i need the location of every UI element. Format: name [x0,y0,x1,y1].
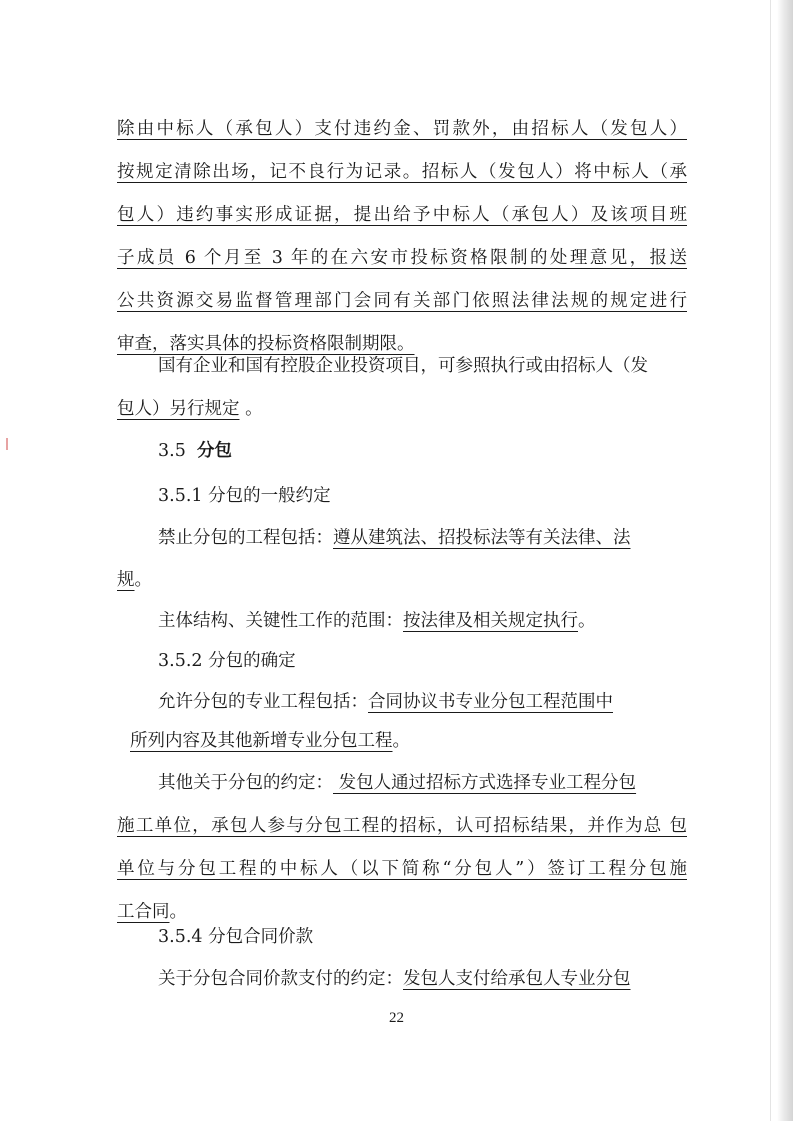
section-heading-3-5: 3.5 分包 [158,441,232,461]
page-number: 22 [389,1010,404,1026]
body-line-5: 公共资源交易监督管理部门会同有关部门依照法律法规的规定进行 [117,291,687,311]
other-subcontract-agreement-line-4: 工合同。 [117,902,187,922]
other-subcontract-agreement-line-1: 其他关于分包的约定： 发包人通过招标方式选择专业工程分包 [158,773,637,793]
prohibited-subcontract-line-2: 规。 [117,570,152,590]
subsection-heading-3-5-1: 3.5.1 分包的一般约定 [158,486,331,506]
key-work-scope-line: 主体结构、关键性工作的范围：按法律及相关规定执行。 [158,611,596,631]
other-subcontract-agreement-line-2: 施工单位，承包人参与分包工程的招标，认可招标结果，并作为总 包 [117,816,687,836]
scan-fold-line [770,0,771,1121]
body-line-1: 除由中标人（承包人）支付违约金、罚款外，由招标人（发包人） [117,119,687,139]
subcontract-payment-line: 关于分包合同价款支付的约定：发包人支付给承包人专业分包 [158,969,631,989]
other-subcontract-agreement-line-3: 单位与分包工程的中标人（以下简称“分包人”）签订工程分包施 [117,859,687,879]
body-line-6: 审查，落实具体的投标资格限制期限。 [117,334,415,354]
prohibited-subcontract-line-1: 禁止分包的工程包括：遵从建筑法、招投标法等有关法律、法 [158,528,631,548]
scan-page-edge [777,0,793,1121]
subsection-heading-3-5-4: 3.5.4 分包合同价款 [158,927,314,947]
subsection-heading-3-5-2: 3.5.2 分包的确定 [158,651,296,671]
allowed-subcontract-line-1: 允许分包的专业工程包括：合同协议书专业分包工程范围中 [158,692,613,712]
allowed-subcontract-line-2: 所列内容及其他新增专业分包工程。 [130,731,410,751]
body-line-2: 按规定清除出场，记不良行为记录。招标人（发包人）将中标人（承 [117,162,687,182]
paragraph-state-owned-line-1: 国有企业和国有控股企业投资项目，可参照执行或由招标人（发 [158,356,648,376]
scan-margin-mark [6,438,8,450]
paragraph-state-owned-line-2: 包人）另行规定 。 [117,399,263,419]
body-line-4: 子成员 6 个月至 3 年的在六安市投标资格限制的处理意见，报送 [117,248,687,268]
body-line-3: 包人）违约事实形成证据，提出给予中标人（承包人）及该项目班 [117,205,687,225]
